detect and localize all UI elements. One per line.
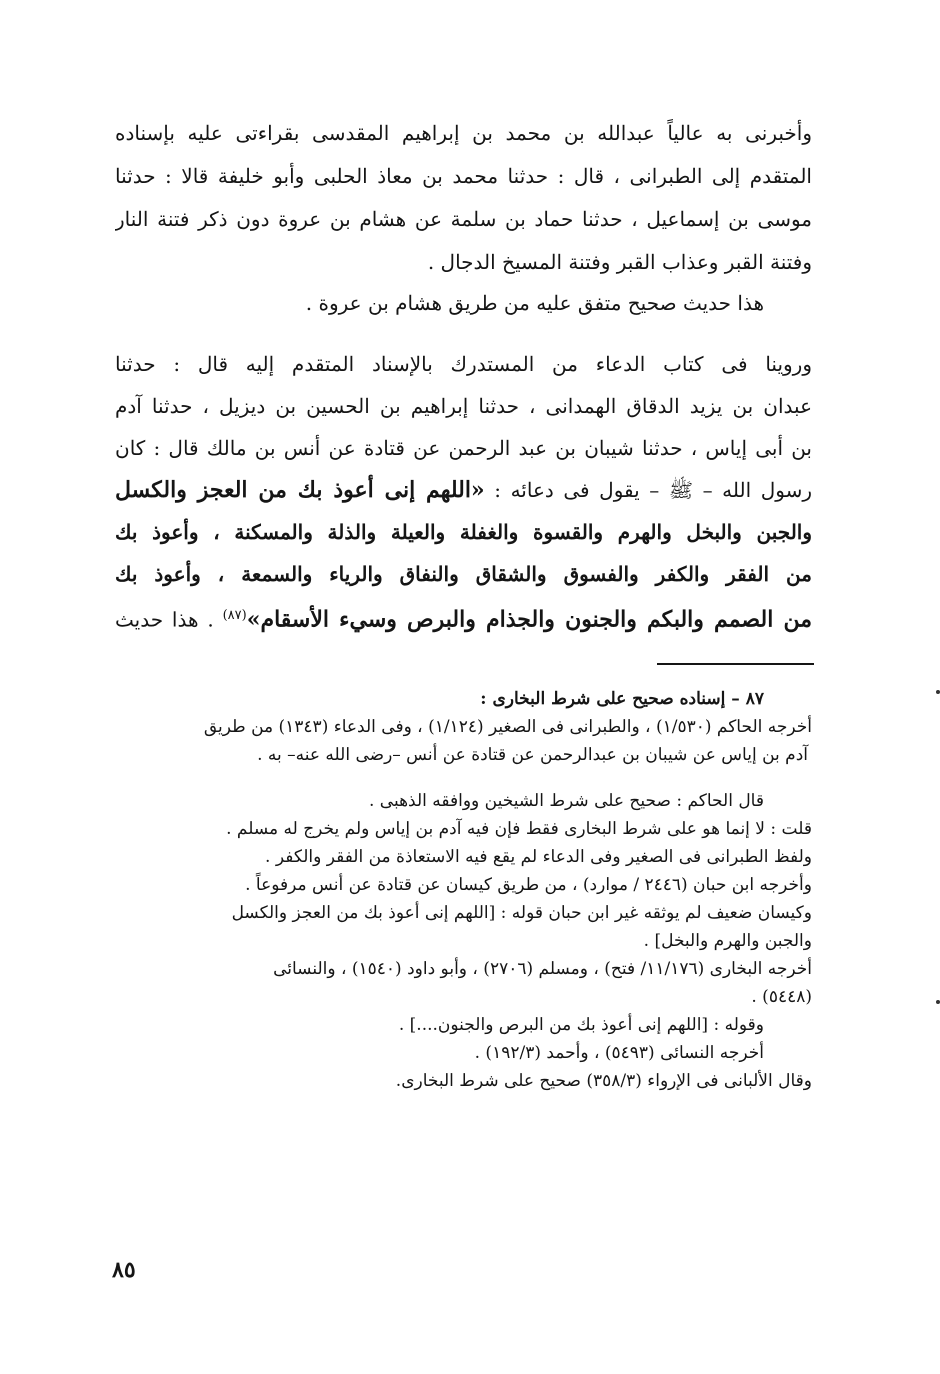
text-line: وأخبرنى به عالياً عبدالله بن محمد بن إبراهيم المقدسى بقراءتى عليه بإسناده [115,121,812,145]
footnote-line: وقوله : [اللهم إنى أعوذ بك من البرص والجنون....] . [398,1015,764,1035]
margin-speck [936,690,940,694]
text-line: وروينا فى كتاب الدعاء من المستدرك بالإسناد المتقدم إليه قال : حدثنا [115,352,812,376]
paragraph-3 [115,343,812,637]
footnote-line: وكيسان ضعيف لم يوثقه غير ابن حبان قوله : [اللهم إنى أعوذ بك من العجز والكسل [231,903,812,923]
text-line [115,469,812,511]
footnote-line: أخرجه النسائى (٥٤٩٣) ، وأحمد (١٩٢/٣) . [474,1043,764,1063]
text-line [115,595,812,637]
footnote-line: وقال الألبانى فى الإرواء (٣٥٨/٣) صحيح على شرط البخارى. [395,1071,812,1091]
footnotes [115,685,812,1095]
footnote-line: قلت : لا إنما هو على شرط البخارى فقط فإن فيه آدم بن إياس ولم يخرج له مسلم . [226,819,812,839]
text-line: وفتنة القبر وعذاب القبر وفتنة المسيخ الدجال . [427,250,812,274]
footnote-line: ولفظ الطبرانى فى الصغير وفى الدعاء لم يقع فيه الاستعاذة من الفقر والكفر . [265,847,812,867]
hadith-line: من الفقر والكفر والفسوق والشقاق والنفاق والرياء والسمعة ، وأعوذ بك [115,562,812,586]
footnote-line: أخرجه الحاكم (١/٥٣٠) ، والطبرانى فى الصغير (١/١٢٤) ، وفى الدعاء (١٣٤٣) من طريق [203,717,812,737]
text-line: عبدان بن يزيد الدقاق الهمدانى ، حدثنا إبراهيم بن الحسين بن ديزيل ، حدثنا آدم [115,394,812,418]
footnote-line: والجبن والهرم والبخل] . [643,931,812,951]
footnote-line: (٥٤٤٨) . [751,987,812,1007]
footnote-ref: (٨٧) [222,608,247,623]
footnote-line: آدم بن إياس عن شيبان بن عبدالرحمن عن قتادة عن أنس –رضى الله عنه– به . [257,745,808,765]
paragraph-1 [115,112,812,284]
text-line: بن أبى إياس ، حدثنا شيبان بن عبد الرحمن عن قتادة عن أنس بن مالك قال : كان [115,436,812,460]
footnote-line: قال الحاكم : صحيح على شرط الشيخين ووافقه الذهبى . [368,791,764,811]
footnote-line: وأخرجه ابن حبان (٢٤٤٦ / موارد) ، من طريق كيسان عن قتادة عن أنس مرفوعاً . [245,875,812,895]
text-line: هذا حديث صحيح متفق عليه من طريق هشام بن عروة . [305,291,764,315]
hadith-text: «اللهم إنى أعوذ بك من العجز والكسل [115,477,485,503]
plain-text: رسول الله – ﷺ – يقول فى دعائه : [484,478,812,502]
hadith-text: من الصمم والبكم والجنون والجذام والبرص وسيء الأسقام» [246,606,812,633]
margin-speck [936,1000,940,1004]
paragraph-2 [115,282,812,325]
footnote-separator [657,663,814,665]
hadith-line: والجبن والبخل والهرم والقسوة والغفلة والعيلة والذلة والمسكنة ، وأعوذ بك [115,520,812,544]
footnote-line: أخرجه البخارى (١١/١٧٦/ فتح) ، ومسلم (٢٧٠٦) ، وأبو داود (١٥٤٠) ، والنسائى [273,959,812,979]
plain-text: . هذا حديث [115,607,223,632]
text-line: المتقدم إلى الطبرانى ، قال : حدثنا محمد بن معاذ الحلبى وأبو خليفة قالا : حدثنا [115,164,812,188]
page-number: ٨٥ [112,1257,136,1283]
text-line: موسى بن إسماعيل ، حدثنا حماد بن سلمة عن هشام بن عروة دون ذكر فتنة النار [115,207,812,231]
footnote-heading: ٨٧ – إسناده صحيح على شرط البخارى : [480,689,764,709]
